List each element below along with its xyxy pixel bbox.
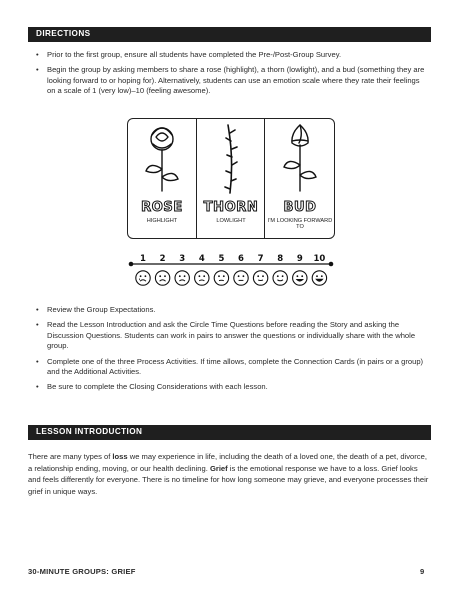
face-very-sad-icon <box>155 271 169 285</box>
list-item: • Complete one of the three Process Activities. If time allows, complete the Connection Cards (in pairs or a group) and the Additional Activities. <box>36 356 424 377</box>
face-laughing-icon <box>312 271 326 285</box>
thorn-stem-icon <box>197 119 265 199</box>
face-neutral-icon <box>234 271 248 285</box>
lesson-introduction-paragraph: There are many types of loss we may experience in life, including the death of a loved one, the death of a pet, divorce, a relationship ending, moving, or our health declining. Grief is the emotional response we have to a loss. Grief looks and feels differently for everyone. There is no timeline for how long someone may grieve, and everyone processes their grief in unique ways. <box>28 452 429 496</box>
face-big-smile-icon <box>293 271 307 285</box>
lesson-introduction-heading: LESSON INTRODUCTION <box>36 427 143 436</box>
directions-list-top <box>36 50 426 102</box>
thorn-title: THORN <box>203 200 259 215</box>
scale-number-3: 3 <box>179 254 186 264</box>
list-item: • Read the Lesson Introduction and ask the Circle Time Questions before reading the Story and asking the Discussion Questions. Students can work in pairs to answer the questions or individually share with the whole group. <box>36 320 416 351</box>
scale-number-1: 1 <box>140 254 146 264</box>
bud-title: BUD <box>283 200 317 215</box>
scale-number-4: 4 <box>198 254 205 264</box>
face-crying-icon <box>136 271 150 285</box>
rose-caption: HIGHLIGHT <box>146 218 178 224</box>
scale-number-7: 7 <box>257 254 264 264</box>
face-slight-smile-icon <box>253 271 267 285</box>
bullet-symbol: • <box>36 382 39 392</box>
scale-number-5: 5 <box>218 254 225 264</box>
list-item: • Begin the group by asking members to share a rose (highlight), a thorn (lowlight), and a bud (something they are looking forward to or hoping for). Alternatively, students can use an emotion scale where they rate their feelings on a scale of 1 (very low)–10 (feeling awesome). <box>36 65 425 96</box>
directions-header <box>28 27 431 42</box>
list-item: • Review the Group Expectations. <box>36 305 156 314</box>
scale-number-10: 10 <box>313 254 326 264</box>
bullet-symbol: • <box>36 356 39 366</box>
bullet-symbol: • <box>36 50 39 59</box>
bud-icon <box>265 119 335 199</box>
face-frown-icon <box>195 271 209 285</box>
bud-panel <box>264 119 335 238</box>
scale-end-dot <box>329 262 334 267</box>
list-item: • Be sure to complete the Closing Considerations with each lesson. <box>36 382 268 392</box>
face-slight-frown-icon <box>214 271 228 285</box>
scale-number-9: 9 <box>296 254 303 264</box>
rose-thorn-bud-card <box>127 118 335 239</box>
scale-start-dot <box>129 262 134 267</box>
bullet-symbol: • <box>36 320 39 330</box>
directions-list-bottom <box>36 305 426 398</box>
scale-number-6: 6 <box>238 254 244 264</box>
directions-heading: DIRECTIONS <box>36 29 91 38</box>
list-item: • Prior to the first group, ensure all students have completed the Pre-/Post-Group Survey. <box>36 50 342 59</box>
thorn-panel <box>196 119 265 238</box>
lesson-introduction-header <box>28 425 431 440</box>
face-sad-icon <box>175 271 189 285</box>
face-smile-icon <box>273 271 287 285</box>
bullet-symbol: • <box>36 65 39 75</box>
rose-title: ROSE <box>141 200 183 215</box>
rose-panel <box>128 119 196 238</box>
bud-caption: I'M LOOKING FORWARD TO <box>267 218 333 231</box>
page-number: 9 <box>420 567 425 576</box>
footer-title: 30-MINUTE GROUPS: GRIEF <box>28 567 136 576</box>
loss-keyword: loss <box>112 452 128 461</box>
emotion-scale <box>126 252 336 292</box>
thorn-caption: LOWLIGHT <box>216 218 246 224</box>
grief-keyword: Grief <box>209 463 228 473</box>
scale-number-2: 2 <box>159 254 166 264</box>
bullet-symbol: • <box>36 305 39 314</box>
scale-number-8: 8 <box>277 254 284 264</box>
rose-icon <box>128 119 196 199</box>
